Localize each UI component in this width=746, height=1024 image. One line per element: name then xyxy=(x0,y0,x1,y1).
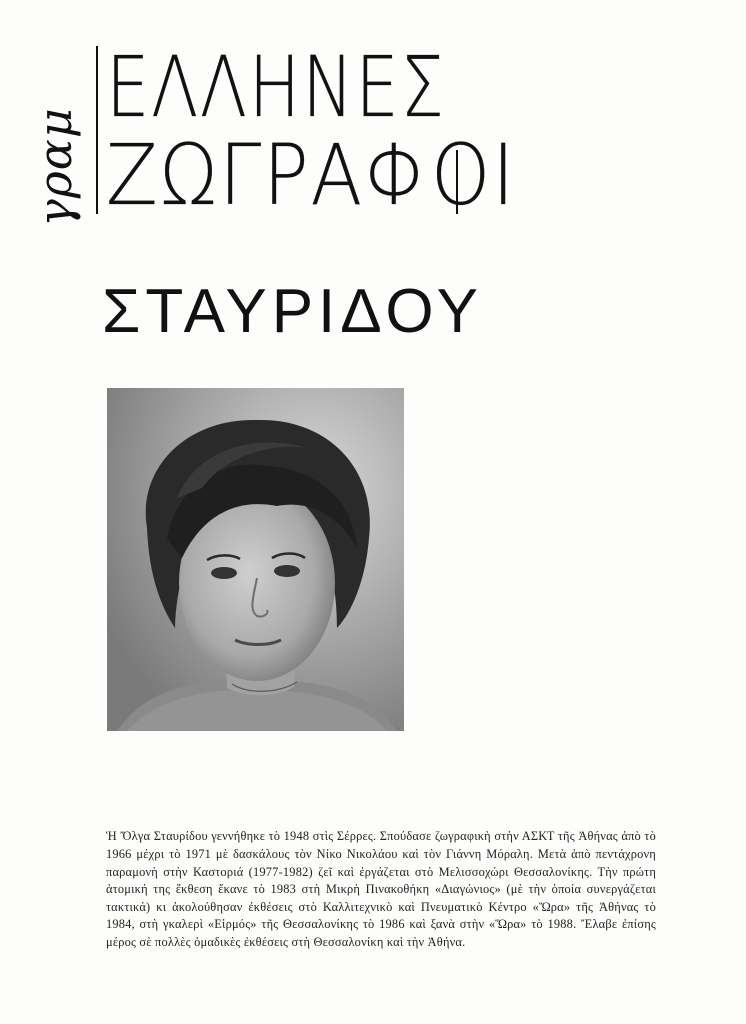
masthead-line-1: ΕΛΛΗΝΕΣ xyxy=(106,38,446,136)
masthead-rule-left xyxy=(96,46,98,214)
side-label-text: γραμ xyxy=(28,107,82,227)
side-label xyxy=(20,92,90,242)
masthead-line-2: ΖΩΓΡΑΦΟΙ xyxy=(106,126,517,224)
artist-biography-paragraph: Ἡ Ὄλγα Σταυρίδου γεννήθηκε τὸ 1948 στὶς Σέρρες. Σπούδασε ζωγραφικὴ στὴν ΑΣΚΤ τῆς Ἀθήνας ἀπὸ τὸ 1966 μέχρι τὸ 1971 μὲ δασκάλους τὸν Νίκο Νικολάου καὶ τὸν Γιάννη Μόραλη. Μετὰ ἀπὸ πεντάχρονη παραμονὴ στὴν Καστοριά (1977-1982) ζεῖ καὶ ἐργάζεται στὸ Μελισσοχώρι Θεσσαλονίκης. Τὴν πρώτη ἀτομική της ἔκθεση ἔκανε τὸ 1983 στὴ Μικρὴ Πινακοθήκη «Διαγώνιος» (μὲ τὴν ὁποία συνεργάζεται τακτικά) κι ἀκολούθησαν ἐκθέσεις στὸ Καλλιτεχνικὸ καὶ Πνευματικὸ Κέντρο «Ὥρα» τῆς Ἀθήνας τὸ 1984, στὴ γκαλερὶ «Εἱρμός» τῆς Θεσσαλονίκης τὸ 1986 καὶ ξανὰ στὴν «Ὥρα» τὸ 1988. Ἔλαβε ἐπίσης μέρος σὲ πολλὲς ὁμαδικὲς ἐκθέσεις στὴ Θεσσαλονίκη καὶ τὴν Ἀθήνα. xyxy=(106,829,656,949)
artist-portrait-photo xyxy=(107,388,404,731)
artist-name-heading: ΣΤΑΥΡΙΔΟΥ xyxy=(102,277,483,346)
